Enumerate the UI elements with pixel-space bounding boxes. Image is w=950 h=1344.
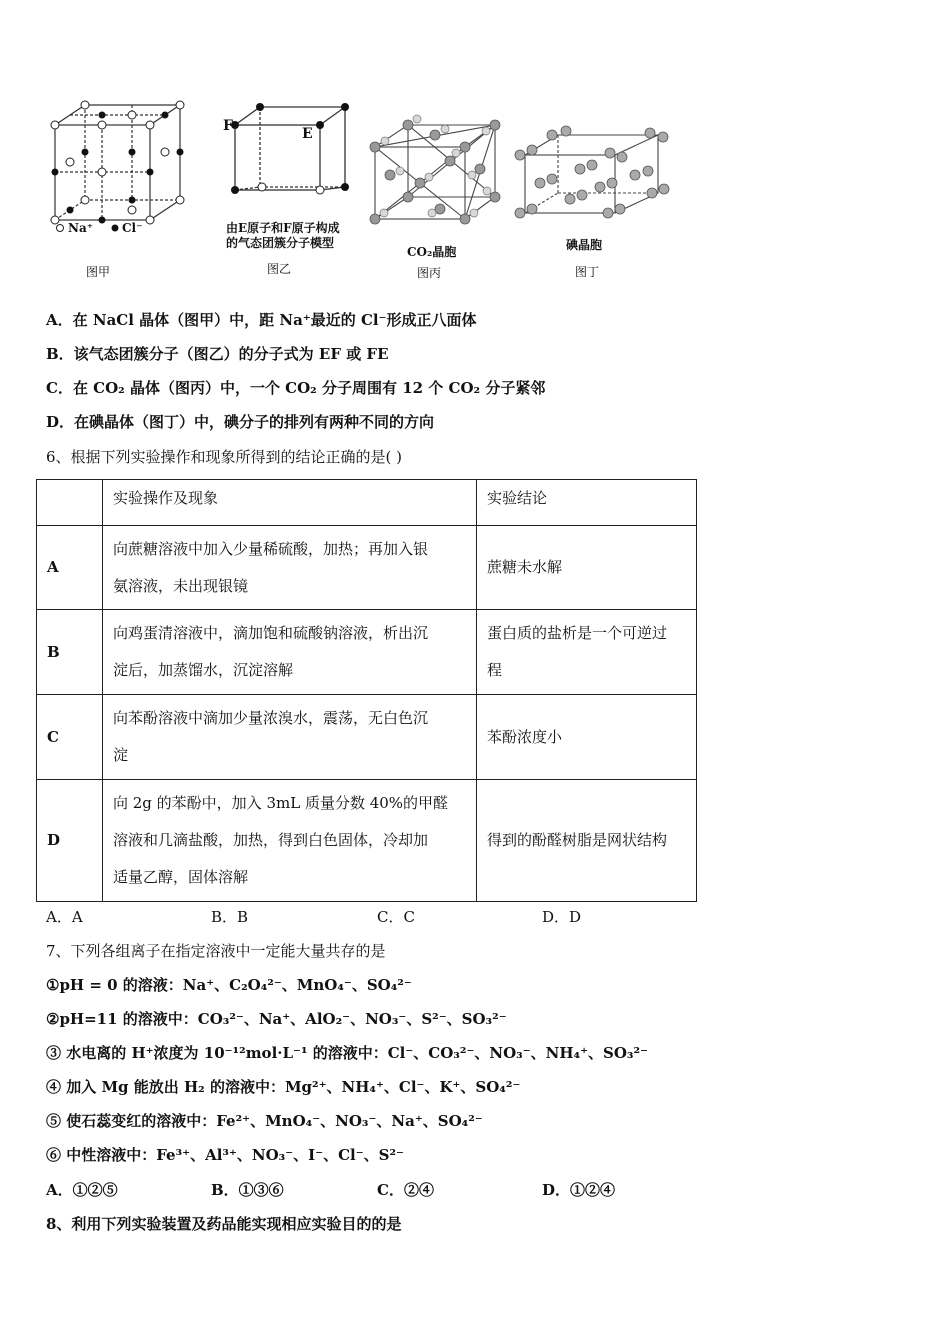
q7-item-3: ③ 水电离的 H⁺浓度为 10⁻¹²mol·L⁻¹ 的溶液中：Cl⁻、CO₃²⁻、NO₃⁻、NH₄⁺、SO₃²⁻ (46, 1044, 648, 1062)
cl-legend-icon (112, 225, 119, 232)
row-op-line: 适量乙醇，固体溶解 (113, 868, 249, 886)
figure-yi-caption: 图乙 (267, 262, 292, 276)
header-label-cell (37, 480, 103, 526)
cluster-cell-drawing (235, 107, 345, 190)
na-legend-label: Na⁺ (68, 221, 94, 235)
row-op-line: 向 2g 的苯酚中，加入 3mL 质量分数 40%的甲醛 (113, 794, 449, 812)
row-op-line: 氨溶液，未出现银镜 (113, 576, 249, 595)
q7-item-4: ④ 加入 Mg 能放出 H₂ 的溶液中：Mg²⁺、NH₄⁺、Cl⁻、K⁺、SO₄²⁻ (46, 1078, 521, 1096)
figure-yi-desc-2: 的气态团簇分子模型 (226, 236, 335, 250)
q5-option-a: A．在 NaCl 晶体（图甲）中，距 Na⁺最近的 Cl⁻形成正八面体 (46, 311, 477, 329)
table-row (37, 695, 697, 780)
figure-bing-desc: CO₂晶胞 (407, 245, 457, 259)
row-concl: 苯酚浓度小 (477, 695, 697, 780)
q7-option-c: C．②④ (377, 1181, 434, 1199)
cl-ions (52, 112, 184, 224)
figure-bing-caption: 图丙 (417, 266, 442, 280)
q5-option-c: C．在 CO₂ 晶体（图丙）中，一个 CO₂ 分子周围有 12 个 CO₂ 分子紧邻 (46, 379, 546, 397)
q7-stem: 7、下列各组离子在指定溶液中一定能大量共存的是 (46, 942, 386, 960)
row-op-line: 淀后，加蒸馏水，沉淀溶解 (113, 661, 294, 679)
q7-option-b: B．①③⑥ (211, 1181, 284, 1199)
row-concl-line: 蛋白质的盐析是一个可逆过 (487, 624, 668, 642)
table-row (37, 526, 697, 610)
figure-ding-caption: 图丁 (575, 265, 600, 279)
row-label: D (37, 780, 103, 902)
label-f: F (223, 118, 233, 134)
row-concl (477, 610, 697, 695)
q6-stem: 6、根据下列实验操作和现象所得到的结论正确的是( ) (46, 448, 403, 466)
row-label: C (37, 695, 103, 780)
row-op (103, 610, 477, 695)
row-op (103, 780, 477, 902)
q7-option-a: A．①②⑤ (46, 1181, 118, 1199)
q8-stem: 8、利用下列实验装置及药品能实现相应实验目的的是 (46, 1215, 402, 1233)
q6-table (36, 479, 697, 902)
q6-option-b: B．B (211, 908, 249, 926)
q5-option-b: B．该气态团簇分子（图乙）的分子式为 EF 或 FE (46, 345, 389, 363)
q7-item-6: ⑥ 中性溶液中：Fe³⁺、Al³⁺、NO₃⁻、I⁻、Cl⁻、S²⁻ (46, 1146, 404, 1164)
row-concl: 蔗糖未水解 (477, 526, 697, 610)
figure-ding-desc: 碘晶胞 (566, 238, 603, 252)
row-label: B (37, 610, 103, 695)
q7-item-5: ⑤ 使石蕊变红的溶液中：Fe²⁺、MnO₄⁻、NO₃⁻、Na⁺、SO₄²⁻ (46, 1112, 483, 1130)
cl-legend-label: Cl⁻ (122, 221, 143, 235)
q6-option-d: D．D (542, 908, 582, 926)
iodine-molecules (515, 126, 669, 218)
q6-option-a: A．A (46, 908, 83, 926)
table-row (37, 780, 697, 902)
q7-item-2: ②pH=11 的溶液中：CO₃²⁻、Na⁺、AlO₂⁻、NO₃⁻、S²⁻、SO₃²⁻ (46, 1010, 507, 1028)
row-op-line: 溶液和几滴盐酸，加热，得到白色固体，冷却加 (113, 831, 429, 849)
row-op-line: 向蔗糖溶液中加入少量稀硫酸，加热；再加入银 (113, 539, 429, 558)
row-concl: 得到的酚醛树脂是网状结构 (477, 780, 697, 902)
row-concl-line: 程 (487, 661, 503, 679)
row-op (103, 695, 477, 780)
q7-item-1: ①pH = 0 的溶液：Na⁺、C₂O₄²⁻、MnO₄⁻、SO₄²⁻ (46, 976, 412, 994)
q7-option-d: D．①②④ (542, 1181, 616, 1199)
row-label: A (37, 526, 103, 610)
row-op-line: 淀 (113, 746, 129, 764)
label-e: E (302, 126, 313, 142)
na-ions (51, 101, 184, 224)
q5-option-d: D．在碘晶体（图丁）中，碘分子的排列有两种不同的方向 (46, 413, 435, 431)
row-op-line: 向苯酚溶液中滴加少量浓溴水，震荡，无白色沉 (113, 709, 429, 727)
row-op (103, 526, 477, 610)
table-header-row (37, 480, 697, 526)
row-op-line: 向鸡蛋清溶液中，滴加饱和硫酸钠溶液，析出沉 (113, 624, 429, 642)
q6-option-c: C．C (377, 908, 415, 926)
header-op: 实验操作及现象 (103, 480, 477, 526)
header-concl: 实验结论 (477, 480, 697, 526)
figure-jia-caption: 图甲 (86, 265, 111, 279)
table-row (37, 610, 697, 695)
figure-yi-desc-1: 由E原子和F原子构成 (226, 221, 340, 235)
na-legend-icon (57, 225, 64, 232)
f-atoms (258, 183, 324, 194)
